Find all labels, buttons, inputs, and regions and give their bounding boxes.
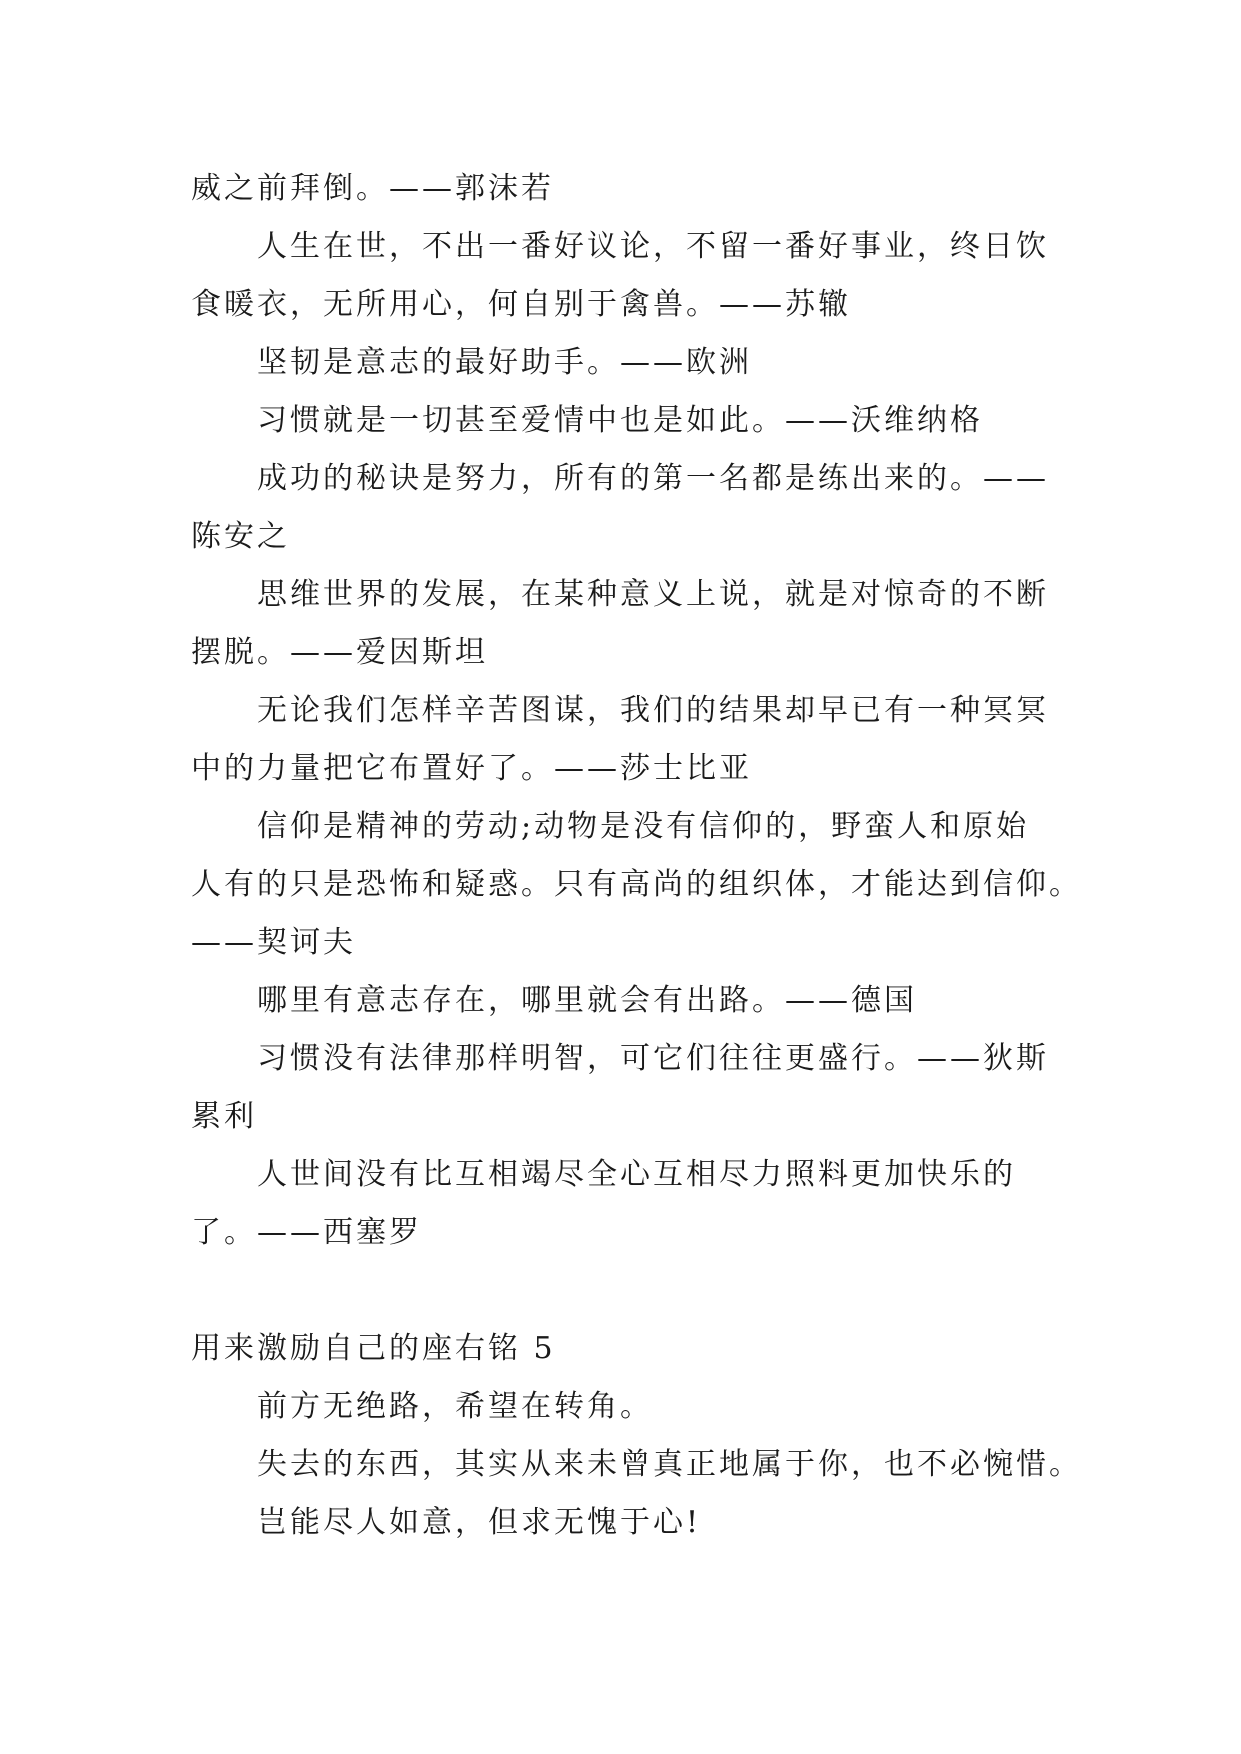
text-line: 威之前拜倒。——郭沫若 xyxy=(191,171,554,206)
quote-line: 信仰是精神的劳动;动物是没有信仰的，野蛮人和原始 xyxy=(257,809,1030,844)
quote-line: 人世间没有比互相竭尽全心互相尽力照料更加快乐的 xyxy=(257,1157,1016,1192)
quote-line: 岂能尽人如意，但求无愧于心! xyxy=(257,1505,702,1540)
quote-line: 人生在世，不出一番好议论，不留一番好事业，终日饮 xyxy=(257,229,1049,264)
quote-line: 无论我们怎样辛苦图谋，我们的结果却早已有一种冥冥 xyxy=(257,693,1049,728)
text-line: ——契诃夫 xyxy=(191,925,356,960)
text-line: 中的力量把它布置好了。——莎士比亚 xyxy=(191,751,752,786)
text-line: 了。——西塞罗 xyxy=(191,1215,422,1250)
text-line: 摆脱。——爱因斯坦 xyxy=(191,635,488,670)
text-line: 食暖衣，无所用心，何自别于禽兽。——苏辙 xyxy=(191,287,851,322)
quote-line: 习惯就是一切甚至爱情中也是如此。——沃维纳格 xyxy=(257,403,983,438)
section-spacer xyxy=(191,1262,1051,1320)
quote-line: 失去的东西，其实从来未曾真正地属于你，也不必惋惜。 xyxy=(257,1447,1082,1482)
section-heading: 用来激励自己的座右铭 5 xyxy=(191,1331,556,1366)
quote-line: 哪里有意志存在，哪里就会有出路。——德国 xyxy=(257,983,917,1018)
quote-line: 前方无绝路，希望在转角。 xyxy=(257,1389,653,1424)
quote-line: 坚韧是意志的最好助手。——欧洲 xyxy=(257,345,752,380)
quote-line: 成功的秘诀是努力，所有的第一名都是练出来的。—— xyxy=(257,461,1049,496)
quote-line: 思维世界的发展，在某种意义上说，就是对惊奇的不断 xyxy=(257,577,1049,612)
text-line: 累利 xyxy=(191,1099,257,1134)
text-line: 陈安之 xyxy=(191,519,290,554)
text-line: 人有的只是恐怖和疑惑。只有高尚的组织体，才能达到信仰。 xyxy=(191,867,1082,902)
document-body xyxy=(191,160,1082,1552)
quote-line: 习惯没有法律那样明智，可它们往往更盛行。——狄斯 xyxy=(257,1041,1049,1076)
